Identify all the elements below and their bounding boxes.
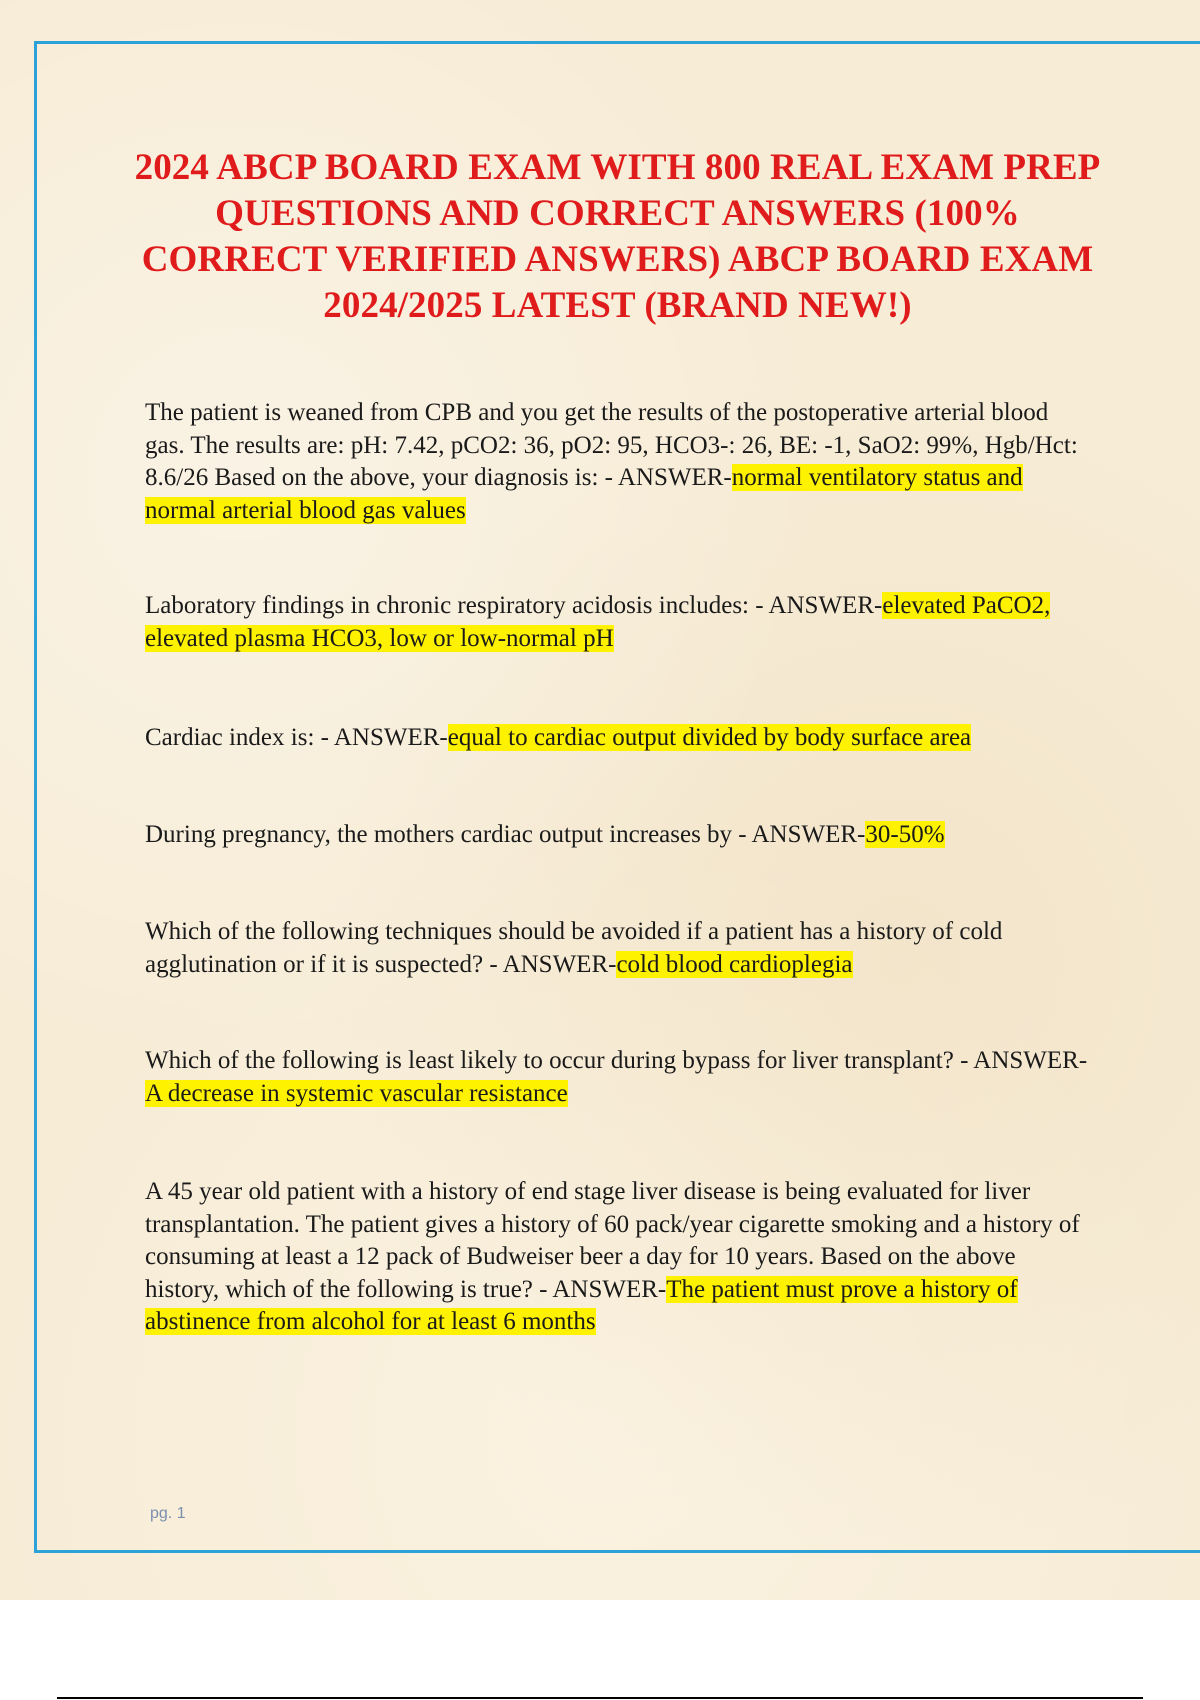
answer-highlight: equal to cardiac output divided by body surface area xyxy=(447,724,972,751)
answer-highlight: The patient must prove a history of abstinence from alcohol for at least 6 months xyxy=(145,1275,1018,1335)
question-text: Which of the following is least likely to occur during bypass for liver transplant? - ANSWER- xyxy=(145,1047,1088,1074)
qa-item-2 xyxy=(145,590,1090,655)
question-text: Which of the following techniques should be avoided if a patient has a history of cold agglutination or if it is suspected? - ANSWER- xyxy=(145,918,1003,978)
qa-item-7 xyxy=(145,1176,1090,1339)
document-title: 2024 ABCP BOARD EXAM WITH 800 REAL EXAM PREP QUESTIONS AND CORRECT ANSWERS (100% CORRECT VERIFIED ANSWERS) ABCP BOARD EXAM 2024/2025 LATEST (BRAND NEW!) xyxy=(134,147,1101,326)
question-text: During pregnancy, the mothers cardiac output increases by - ANSWER- xyxy=(145,821,866,848)
qa-item-5 xyxy=(145,916,1090,981)
qa-item-6 xyxy=(145,1045,1090,1110)
question-text: A 45 year old patient with a history of end stage liver disease is being evaluated for liver transplantation. The patient gives a history of 60 pack/year cigarette smoking and a history of consuming at least a 12 pack of Budweiser beer a day for 10 years. Based on the above history, which of the following is true? - ANSWER- xyxy=(145,1178,1080,1303)
page-number: pg. 1 xyxy=(150,1505,186,1522)
question-text: Laboratory findings in chronic respiratory acidosis includes: - ANSWER- xyxy=(145,592,883,619)
bottom-divider xyxy=(57,1697,1143,1699)
qa-item-1 xyxy=(145,397,1090,527)
qa-item-4 xyxy=(145,819,1090,852)
answer-highlight: normal ventilatory status and normal arterial blood gas values xyxy=(145,464,1023,524)
qa-item-3 xyxy=(145,722,1090,755)
answer-highlight: elevated PaCO2, elevated plasma HCO3, low or low-normal pH xyxy=(145,592,1051,652)
question-text: Cardiac index is: - ANSWER- xyxy=(145,724,448,751)
answer-highlight: cold blood cardioplegia xyxy=(616,950,853,978)
answer-highlight: A decrease in systemic vascular resistance xyxy=(145,1079,568,1107)
question-text: The patient is weaned from CPB and you get the results of the postoperative arterial blood gas. The results are: pH: 7.42, pCO2: 36, pO2: 95, HCO3-: 26, BE: -1, SaO2: 99%, Hgb/Hct: 8.6/26 Based on the above, your diagnosis is: - ANSWER- xyxy=(145,399,1078,491)
answer-highlight: 30-50% xyxy=(865,821,945,848)
